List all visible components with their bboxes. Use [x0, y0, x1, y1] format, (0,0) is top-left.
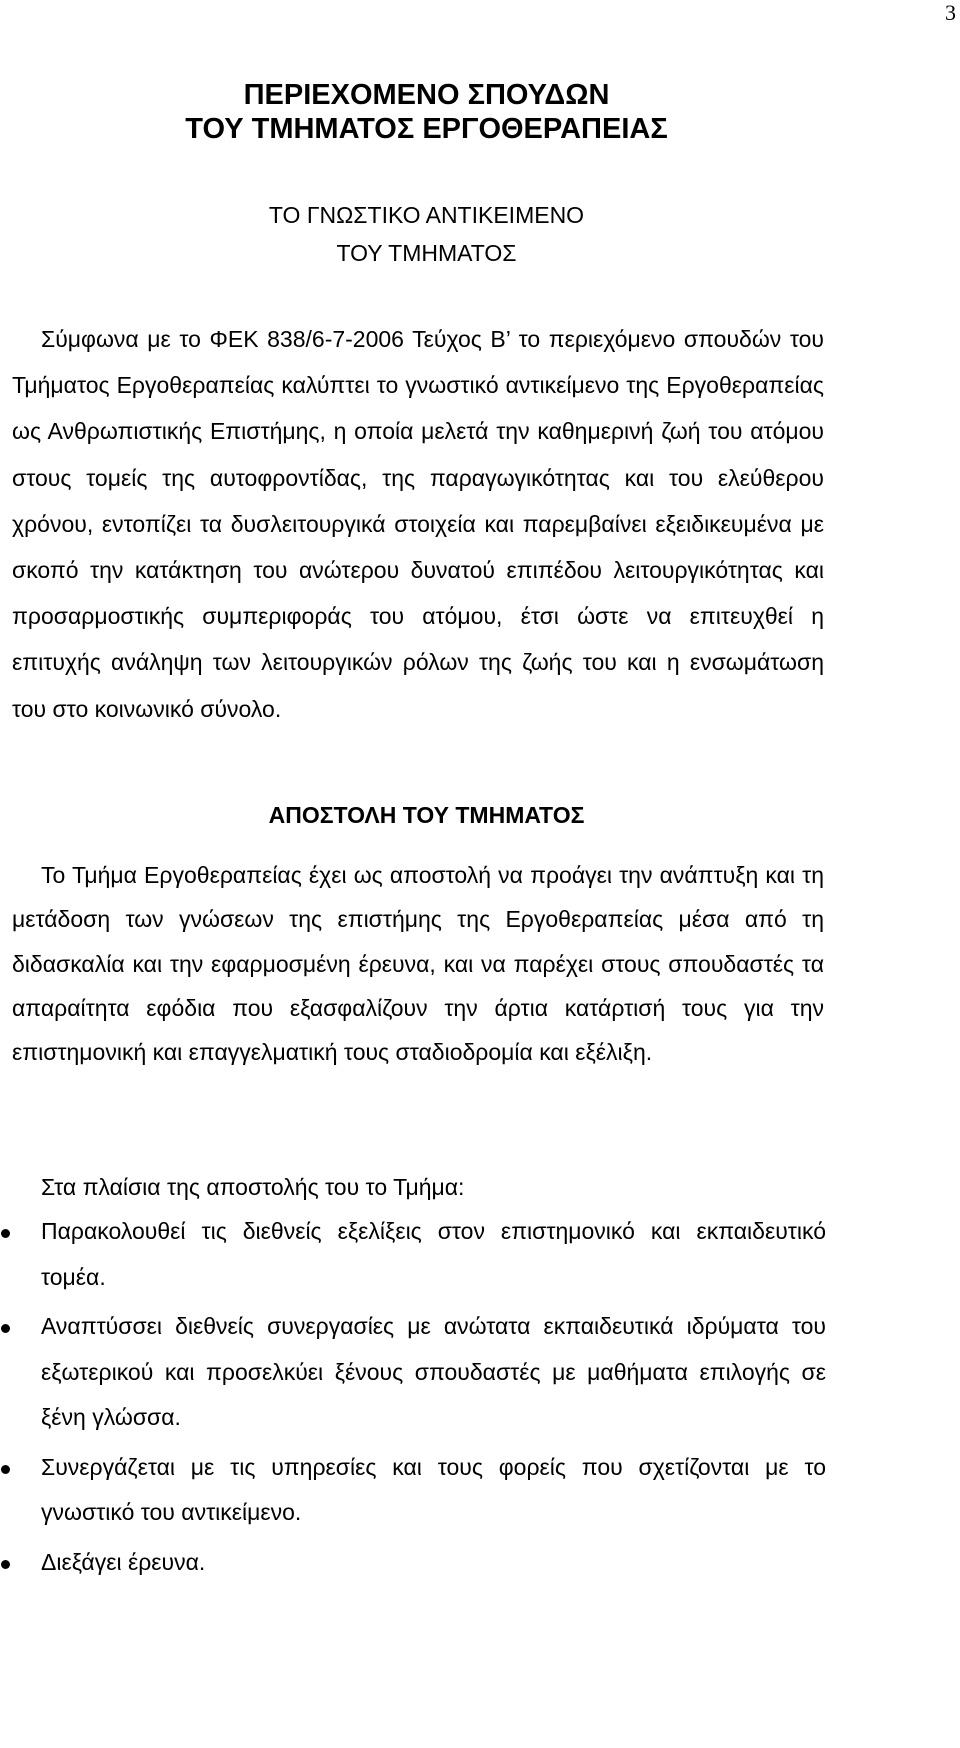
list-item-text: Παρακολουθεί τις διεθνείς εξελίξεις στον επιστημονικό και εκπαιδευτικό τομέα.	[41, 1218, 826, 1290]
page-number: 3	[945, 0, 956, 25]
section-subtitle-line-2: ΤΟΥ ΤΜΗΜΑΤΟΣ	[336, 240, 517, 266]
document-title	[0, 78, 853, 146]
list-item-text: Διεξάγει έρευνα.	[41, 1548, 206, 1575]
list-item-text: Συνεργάζεται με τις υπηρεσίες και τους φορείς που σχετίζονται με το γνωστικό του αντικείμενο.	[41, 1453, 826, 1525]
list-item-text: Αναπτύσσει διεθνείς συνεργασίες με ανώτατα εκπαιδευτικά ιδρύματα του εξωτερικού και προσελκύει ξένους σπουδαστές με μαθήματα επιλογής σε ξένη γλώσσα.	[41, 1313, 826, 1430]
section-subtitle-line-1: ΤΟ ΓΝΩΣΤΙΚΟ ΑΝΤΙΚΕΙΜΕΝΟ	[268, 202, 585, 228]
list-item	[0, 1209, 826, 1300]
document-title-line-2: ΤΟΥ ΤΜΗΜΑΤΟΣ ΕΡΓΟΘΕΡΑΠΕΙΑΣ	[185, 113, 668, 145]
bullet-icon	[1, 1465, 10, 1474]
document-title-line-1: ΠΕΡΙΕΧΟΜΕΝΟ ΣΠΟΥΔΩΝ	[243, 79, 610, 111]
list-item	[0, 1540, 826, 1586]
list-item	[0, 1445, 826, 1536]
mission-heading: ΑΠΟΣΤΟΛΗ ΤΟΥ ΤΜΗΜΑΤΟΣ	[268, 802, 585, 828]
bullet-icon	[1, 1324, 10, 1333]
bullet-list	[0, 1209, 860, 1589]
section-subtitle	[0, 196, 853, 272]
bullet-icon	[1, 1560, 10, 1569]
paragraph-subject: Σύμφωνα με το ΦΕΚ 838/6-7-2006 Τεύχος Β’ το περιεχόμενο σπουδών του Τμήματος Εργοθεραπείας καλύπτει το γνωστικό αντικείμενο της Εργοθεραπείας ως Ανθρωπιστικής Επιστήμης, η οποία μελετά την καθημερινή ζωή του ατόμου στους τομείς της αυτοφροντίδας, της παραγωγικότητας και του ελεύθερου χρόνου, εντοπίζει τα δυσλειτουργικά στοιχεία και παρεμβαίνει εξειδικευμένα με σκοπό την κατάκτηση του ανώτερου δυνατού επιπέδου λειτουργικότητας και προσαρμοστικής συμπεριφοράς του ατόμου, έτσι ώστε να επιτευχθεί η επιτυχής ανάληψη των λειτουργικών ρόλων της ζωής του και η ενσωμάτωση του στο κοινωνικό σύνολο.	[12, 326, 824, 722]
bullet-icon	[1, 1229, 10, 1238]
list-item	[0, 1304, 826, 1441]
bullet-list-intro: Στα πλαίσια της αποστολής του το Τμήμα:	[41, 1174, 465, 1200]
paragraph-mission: Το Τμήμα Εργοθεραπείας έχει ως αποστολή να προάγει την ανάπτυξη και τη μετάδοση των γνώσεων της επιστήμης της Εργοθεραπείας μέσα από τη διδασκαλία και την εφαρμοσμένη έρευνα, και να παρέχει στους σπουδαστές τα απαραίτητα εφόδια που εξασφαλίζουν την άρτια κατάρτισή τους για την επιστημονική και επαγγελματική τους σταδιοδρομία και εξέλιξη.	[12, 862, 824, 1066]
